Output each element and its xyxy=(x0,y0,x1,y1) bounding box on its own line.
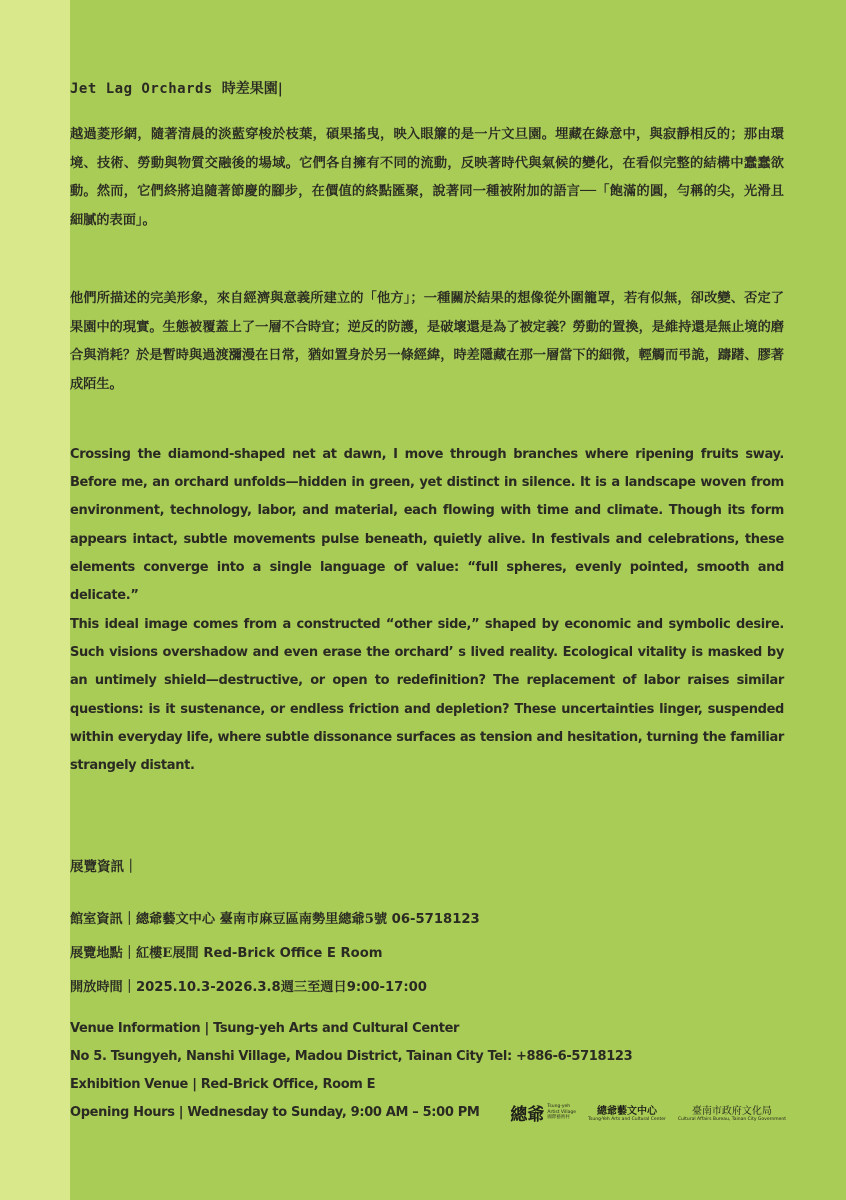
tsung-yeh-artist-village-logo xyxy=(510,1100,576,1125)
title-en: Jet Lag Orchards xyxy=(70,81,213,97)
venue-phone: 06-5718123 xyxy=(391,912,480,927)
paragraph-zh-2: 他們所描述的完美形象，來自經濟與意義所建立的「他方」；一種關於結果的想像從外圍籠罩，若有似無，卻改變、否定了果園中的現實。生態被覆蓋上了一層不合時宜；逆反的防護，是破壞還是為了被定義？勞動的置換，是維持還是無止境的磨合與消耗？於是暫時與過渡瀰漫在日常，猶如置身於另一條經緯，時差隱藏在那一層當下的細微，輕觸而弔詭，躊躇、膠著成陌生。 xyxy=(70,291,784,392)
logo1-sub: Tsung-yeh Artist Village 國際藝術村 xyxy=(547,1104,577,1121)
logo2-sub: Tsung-Yeh Arts and Cultural Center xyxy=(588,1117,666,1123)
location-label: 展覽地點｜ xyxy=(70,946,136,961)
logo3-mark: 臺南市政府文化局 xyxy=(691,1106,772,1118)
hours-dates: 2025.10.3-2026.3.8 xyxy=(135,980,281,995)
venue-info-en: Venue Information | Tsung-yeh Arts and Cultural Center xyxy=(70,1021,460,1036)
tainan-cultural-bureau-logo xyxy=(678,1102,786,1123)
venue-info-line xyxy=(70,908,480,927)
hours-info-line xyxy=(70,976,427,995)
info-heading: 展覽資訊｜ xyxy=(70,859,138,875)
location-value-zh: 紅樓E展間 xyxy=(135,946,199,961)
logo1-mark: 總爺 xyxy=(510,1105,545,1125)
location-info-line xyxy=(70,942,383,961)
venue-label: 館室資訊｜ xyxy=(70,912,136,927)
hours-label: 開放時間｜ xyxy=(70,980,136,995)
exhibition-venue-en: Exhibition Venue | Red-Brick Office, Room E xyxy=(70,1077,376,1092)
address-en: No 5. Tsungyeh, Nanshi Village, Madou District, Tainan City Tel: +886-6-5718123 xyxy=(70,1049,633,1064)
hours-time: 9:00-17:00 xyxy=(346,980,427,995)
hours-days: 週三至週日 xyxy=(280,980,347,995)
paragraph-en-2: This ideal image comes from a constructed “other side,” shaped by economic and symbolic desire. Such visions overshadow and even erase the orchard’ s lived reality. Ecological vitality is masked by an untimely shield—destructive, or open to redefinition? The replacement of labor raises similar questions: is it sustenance, or endless friction and depletion? These uncertainties linger, suspended within everyday life, where subtle dissonance surfaces as tension and hesitation, turning the familiar strangely distant. xyxy=(70,617,784,774)
paragraph-en-1: Crossing the diamond-shaped net at dawn, I move through branches where ripening fruits sway. Before me, an orchard unfolds—hidden in green, yet distinct in silence. It is a landscape woven from environment, technology, labor, and material, each flowing with time and climate. Though its form appears intact, subtle movements pulse beneath, quietly alive. In festivals and celebrations, these elements converge into a single language of value: “full spheres, evenly pointed, smooth and delicate.” xyxy=(70,447,784,604)
location-value-en: Red-Brick Office E Room xyxy=(203,946,383,961)
logo2-mark: 總爺藝文中心 xyxy=(596,1106,657,1118)
opening-hours-en: Opening Hours | Wednesday to Sunday, 9:00 AM – 5:00 PM xyxy=(70,1105,480,1120)
document-content xyxy=(70,0,786,1200)
logo3-sub: Cultural Affairs Bureau, Tainan City Government xyxy=(677,1117,786,1123)
left-margin-strip xyxy=(0,0,70,1200)
tsung-yeh-arts-center-logo xyxy=(588,1102,666,1123)
paragraph-zh-1: 越過菱形網，隨著清晨的淡藍穿梭於枝葉，碩果搖曳，映入眼簾的是一片文旦園。埋藏在綠意中，與寂靜相反的；那由環境、技術、勞動與物質交融後的場域。它們各自擁有不同的流動，反映著時代與氣候的變化，在看似完整的結構中蠢蠢欲動。然而，它們終將追隨著節慶的腳步，在價值的終點匯聚，說著同一種被附加的語言──「飽滿的圓，勻稱的尖，光滑且細膩的表面」。 xyxy=(70,127,784,228)
page-title xyxy=(70,78,283,98)
title-zh: 時差果園| xyxy=(221,81,283,97)
venue-value: 總爺藝文中心 臺南市麻豆區南勢里總爺5號 xyxy=(135,912,388,927)
sponsor-logos xyxy=(510,1100,786,1125)
